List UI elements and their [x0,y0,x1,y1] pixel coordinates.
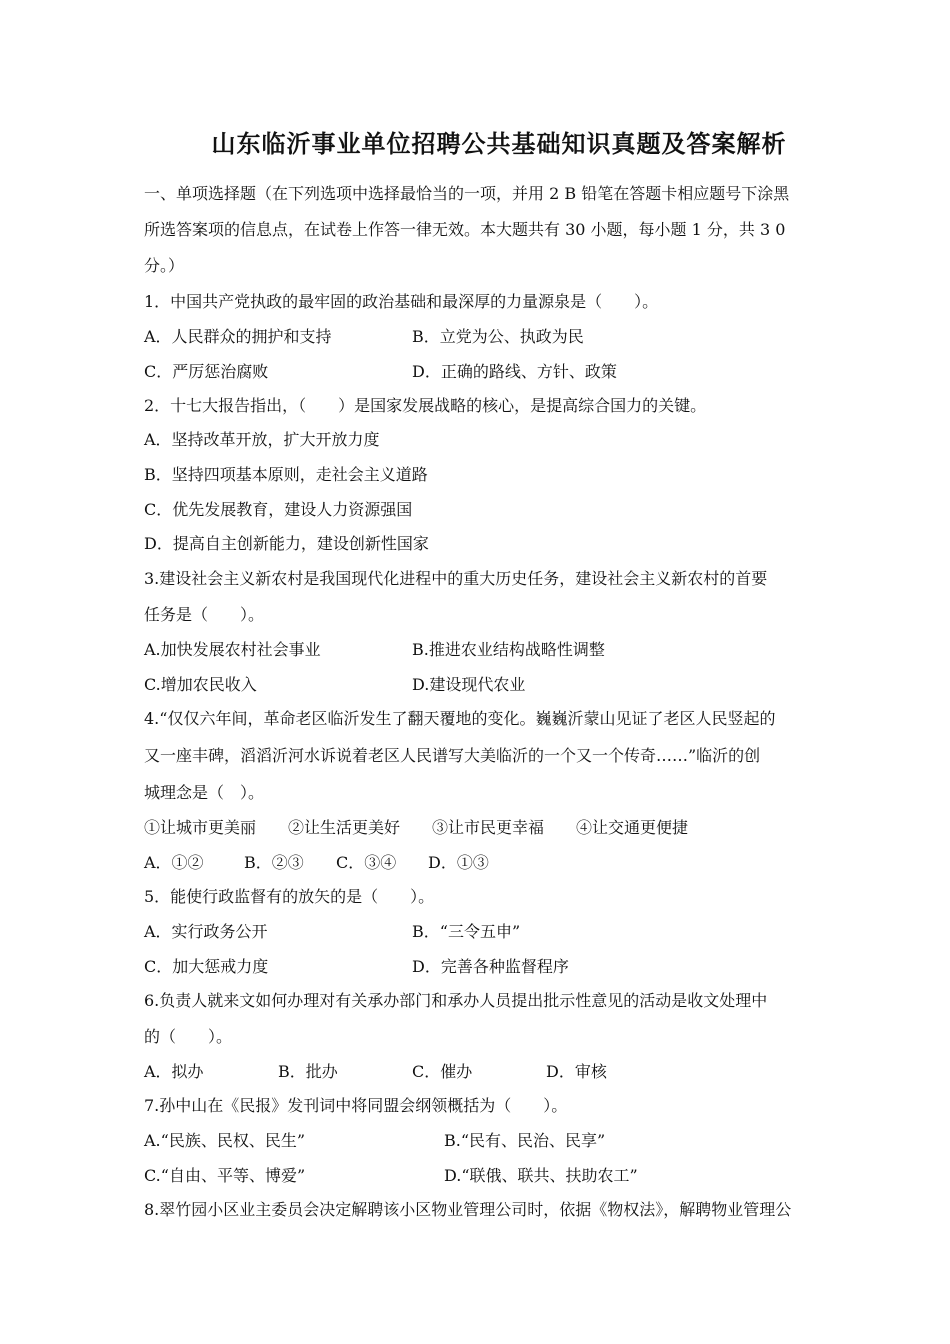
question-4-option-d: D．①③ [428,853,489,872]
question-6-option-d: D．审核 [546,1062,607,1081]
question-5-option-a: A．实行政务公开 [144,922,268,941]
question-1-option-b: B．立党为公、执政为民 [412,327,584,346]
question-3-option-d: D.建设现代农业 [412,675,526,694]
question-3-option-b: B.推进农业结构战略性调整 [412,640,605,659]
question-1-option-d: D．正确的路线、方针、政策 [412,362,617,381]
question-3-option-a: A.加快发展农村社会事业 [144,640,321,659]
document-title: 山东临沂事业单位招聘公共基础知识真题及答案解析 [211,129,787,158]
section-instructions-line-1: 一、单项选择题（在下列选项中选择最恰当的一项，并用 2 B 铅笔在答题卡相应题号下涂黑 [144,184,790,203]
question-6-option-c: C．催办 [412,1062,473,1081]
question-4-option-b: B．②③ [244,853,304,872]
section-instructions-line-2: 所选答案项的信息点，在试卷上作答一律无效。本大题共有 30 小题，每小题 1 分，共 3 0 [144,220,786,239]
question-6-stem-line-2: 的（ ）。 [144,1027,233,1046]
question-5-option-c: C．加大惩戒力度 [144,957,269,976]
question-5-option-d: D．完善各种监督程序 [412,957,569,976]
question-3-option-c: C.增加农民收入 [144,675,257,694]
question-6-option-a: A．拟办 [144,1062,204,1081]
question-3-stem-line-2: 任务是（ ）。 [144,605,265,624]
question-5-stem: 5．能使行政监督有的放矢的是（ ）。 [144,887,435,906]
question-2-option-c: C．优先发展教育，建设人力资源强国 [144,500,413,519]
question-4-option-a: A．①② [144,853,204,872]
question-6-stem-line-1: 6.负责人就来文如何办理对有关承办部门和承办人员提出批示性意见的活动是收文处理中 [144,991,768,1010]
question-6-option-b: B．批办 [278,1062,338,1081]
question-7-stem: 7.孙中山在《民报》发刊词中将同盟会纲领概括为（ ）。 [144,1096,568,1115]
question-4-stem-line-3: 城理念是（ ）。 [144,783,265,802]
question-2-stem: 2．十七大报告指出，（ ）是国家发展战略的核心，是提高综合国力的关键。 [144,396,707,415]
question-4-stem-line-1: 4.“仅仅六年间，革命老区临沂发生了翻天覆地的变化。巍巍沂蒙山见证了老区人民竖起的 [144,709,776,728]
question-1-stem: 1．中国共产党执政的最牢固的政治基础和最深厚的力量源泉是（ ）。 [144,292,659,311]
question-3-stem-line-1: 3.建设社会主义新农村是我国现代化进程中的重大历史任务，建设社会主义新农村的首要 [144,569,768,588]
question-2-option-a: A．坚持改革开放，扩大开放力度 [144,430,380,449]
question-5-option-b: B．“三令五申” [412,922,521,941]
question-4-option-c: C．③④ [336,853,397,872]
question-7-option-c: C.“自由、平等、博爱” [144,1166,306,1185]
question-7-option-b: B.“民有、民治、民享” [444,1131,606,1150]
question-2-option-d: D．提高自主创新能力，建设创新性国家 [144,534,429,553]
question-7-option-d: D.“联俄、联共、扶助农工” [444,1166,638,1185]
question-8-stem-line-1: 8.翠竹园小区业主委员会决定解聘该小区物业管理公司时，依据《物权法》，解聘物业管理公 [144,1200,792,1219]
section-instructions-line-3: 分。） [144,256,185,275]
question-1-option-c: C．严厉惩治腐败 [144,362,269,381]
question-1-option-a: A．人民群众的拥护和支持 [144,327,332,346]
question-7-option-a: A.“民族、民权、民生” [144,1131,306,1150]
question-4-statements: ①让城市更美丽 ②让生活更美好 ③让市民更幸福 ④让交通更便捷 [144,818,689,837]
question-4-stem-line-2: 又一座丰碑，滔滔沂河水诉说着老区人民谱写大美临沂的一个又一个传奇……”临沂的创 [144,746,761,765]
question-2-option-b: B．坚持四项基本原则，走社会主义道路 [144,465,428,484]
